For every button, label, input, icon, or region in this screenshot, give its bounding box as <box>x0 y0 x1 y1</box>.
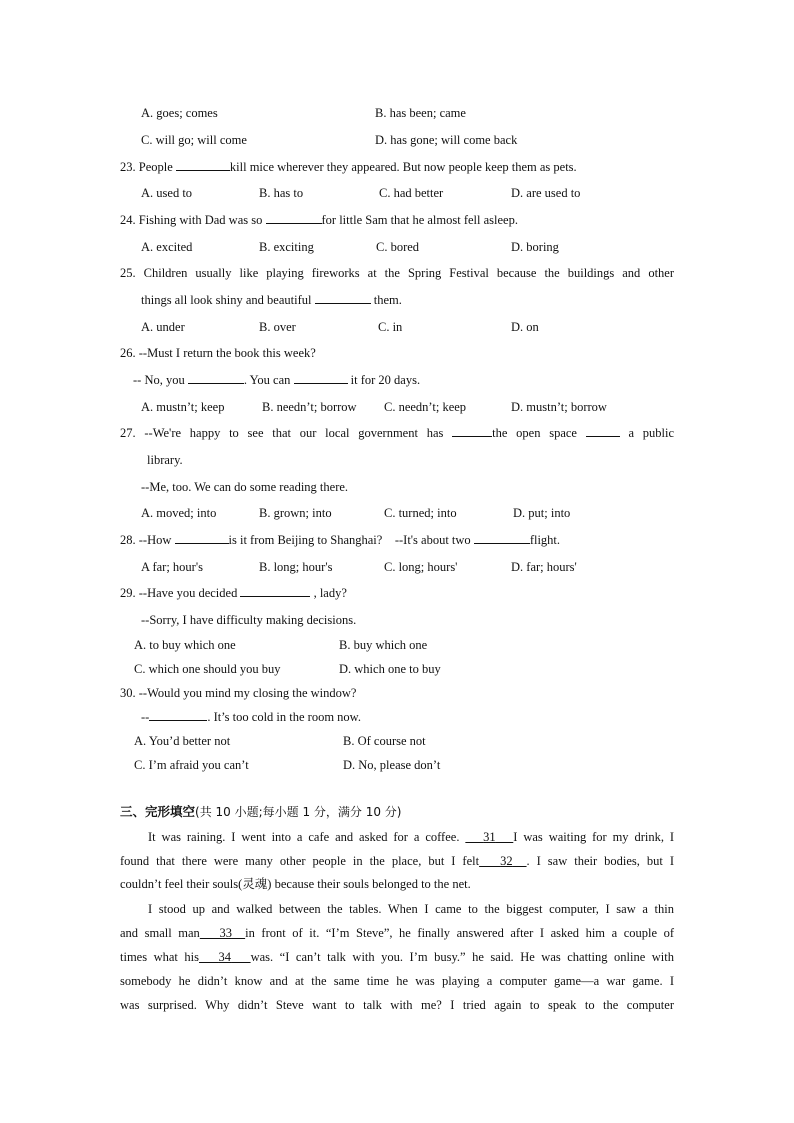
q26-post: it for 20 days. <box>350 373 421 387</box>
blank-31 <box>465 830 513 844</box>
q22-option-c: C. will go; will come <box>141 133 247 147</box>
q25-stem-line1: 25. Children usually like playing fireworks at the Spring Festival because the buildings and other <box>120 266 674 280</box>
blank-34-number: 34 <box>218 950 232 964</box>
q28-option-b: B. long; hour's <box>259 560 333 574</box>
q28-mid2: --It's about two <box>394 533 471 547</box>
passage-p2-line4: somebody he didn’t know and at the same time he was playing a computer game—a war game. I <box>120 974 674 988</box>
q27-post: a public <box>628 426 675 440</box>
q28-blank-2 <box>474 532 530 544</box>
q27-blank-2 <box>586 425 620 437</box>
passage-text: I was waiting for my drink, I <box>513 830 675 844</box>
q23-number: 23. <box>120 160 136 174</box>
q27-option-b: B. grown; into <box>259 506 332 520</box>
passage-text: times what his <box>120 950 199 964</box>
q26-stem-line2 <box>133 372 420 388</box>
q26-option-c: C. needn’t; keep <box>384 400 467 414</box>
q28-stem <box>120 532 560 548</box>
passage-p2-line2 <box>120 925 674 941</box>
q23-option-d: D. are used to <box>511 186 581 200</box>
q28-option-c: C. long; hours' <box>384 560 458 574</box>
q24-post: for little Sam that he almost fell asleep. <box>321 213 518 227</box>
q27-stem-line3: --Me, too. We can do some reading there. <box>141 480 349 494</box>
q26-pre: -- No, you <box>133 373 185 387</box>
blank-31-number: 31 <box>483 830 496 844</box>
q30-pre: -- <box>141 710 150 724</box>
q24-option-c: C. bored <box>376 240 420 254</box>
passage-text: in front of it. “I’m Steve”, he finally answered after I asked him a couple of <box>245 926 675 940</box>
q29-option-c: C. which one should you buy <box>134 662 281 676</box>
q29-post: , lady? <box>313 586 347 600</box>
q25-option-d: D. on <box>511 320 539 334</box>
q24-stem <box>120 212 518 228</box>
q26-blank-2 <box>294 372 348 384</box>
q26-blank-1 <box>188 372 244 384</box>
q24-pre: Fishing with Dad was so <box>138 213 263 227</box>
q23-option-c: C. had better <box>379 186 444 200</box>
passage-p2-line1: I stood up and walked between the tables. When I came to the biggest computer, I saw a thin <box>148 902 674 916</box>
q29-stem-line1 <box>120 585 347 601</box>
q27-stem-line2: library. <box>147 453 183 467</box>
q23-stem <box>120 159 577 175</box>
q30-post: . It’s too cold in the room now. <box>207 710 362 724</box>
passage-p1-line1 <box>148 829 674 845</box>
q24-option-a: A. excited <box>141 240 193 254</box>
q25-blank <box>315 292 371 304</box>
q27-blank-1 <box>452 425 492 437</box>
passage-p2-line5: was surprised. Why didn’t Steve want to talk with me? I tried again to speak to the computer <box>120 998 674 1012</box>
q27-number: 27. <box>120 426 136 440</box>
q30-option-c: C. I’m afraid you can’t <box>134 758 249 772</box>
q24-option-b: B. exciting <box>259 240 314 254</box>
passage-p1-line2 <box>120 853 674 869</box>
q26-option-a: A. mustn’t; keep <box>141 400 225 414</box>
q25-option-b: B. over <box>259 320 296 334</box>
section-title: 三、完形填空 <box>120 804 196 819</box>
q27-stem-line1 <box>120 425 674 441</box>
q24-option-d: D. boring <box>511 240 559 254</box>
q28-pre: 28. --How <box>120 533 172 547</box>
passage-p1-line3: couldn’t feel their souls(灵魂) because their souls belonged to the net. <box>120 877 471 891</box>
blank-32-number: 32 <box>500 854 513 868</box>
q22-option-d: D. has gone; will come back <box>375 133 518 147</box>
q29-pre: 29. --Have you decided <box>120 586 238 600</box>
q23-option-a: A. used to <box>141 186 193 200</box>
q26-option-b: B. needn’t; borrow <box>262 400 357 414</box>
q28-option-d: D. far; hours' <box>511 560 577 574</box>
q26-stem-line1: 26. --Must I return the book this week? <box>120 346 316 360</box>
q26-mid: . You can <box>243 373 291 387</box>
blank-32 <box>479 854 526 868</box>
q25-option-c: C. in <box>378 320 403 334</box>
passage-text: It was raining. I went into a cafe and asked for a coffee. <box>148 830 460 844</box>
q28-option-a: A far; hour's <box>141 560 203 574</box>
q29-option-d: D. which one to buy <box>339 662 441 676</box>
q29-blank <box>240 585 310 597</box>
q30-option-d: D. No, please don’t <box>343 758 441 772</box>
q27-pre: --We're happy to see that our local government has <box>144 426 444 440</box>
q23-blank <box>176 159 230 171</box>
q25-pre: things all look shiny and beautiful <box>141 293 312 307</box>
q30-stem-line2 <box>141 709 361 725</box>
q30-option-b: B. Of course not <box>343 734 426 748</box>
q25-stem-line2 <box>141 292 402 308</box>
q25-option-a: A. under <box>141 320 185 334</box>
passage-text: was. “I can’t talk with you. I’m busy.” he said. He was chatting online with <box>250 950 675 964</box>
section-heading <box>120 804 401 820</box>
q27-option-c: C. turned; into <box>384 506 457 520</box>
q24-blank <box>266 212 322 224</box>
passage-text: found that there were many other people in the place, but I felt <box>120 854 480 868</box>
q29-option-a: A. to buy which one <box>134 638 236 652</box>
q28-blank-1 <box>175 532 229 544</box>
section-note: (共 10 小题;每小题 1 分，满分 10 分) <box>195 805 402 819</box>
q22-option-b: B. has been; came <box>375 106 466 120</box>
q30-stem-line1: 30. --Would you mind my closing the window? <box>120 686 357 700</box>
q24-number: 24. <box>120 213 136 227</box>
q25-post: them. <box>373 293 402 307</box>
q23-option-b: B. has to <box>259 186 304 200</box>
blank-33 <box>200 926 245 940</box>
blank-34 <box>199 950 251 964</box>
q23-pre: People <box>138 160 173 174</box>
q28-mid: is it from Beijing to Shanghai? <box>228 533 383 547</box>
q27-option-d: D. put; into <box>513 506 571 520</box>
q22-option-a: A. goes; comes <box>141 106 218 120</box>
q26-option-d: D. mustn’t; borrow <box>511 400 607 414</box>
passage-p2-line3 <box>120 949 674 965</box>
q27-mid: the open space <box>492 426 577 440</box>
passage-text: and small man <box>120 926 200 940</box>
q30-option-a: A. You’d better not <box>134 734 231 748</box>
q29-option-b: B. buy which one <box>339 638 428 652</box>
passage-text: . I saw their bodies, but I <box>526 854 675 868</box>
q29-stem-line2: --Sorry, I have difficulty making decisions. <box>141 613 357 627</box>
q30-blank <box>149 709 207 721</box>
blank-33-number: 33 <box>219 926 232 940</box>
q27-option-a: A. moved; into <box>141 506 217 520</box>
q28-post: flight. <box>529 533 561 547</box>
q23-post: kill mice wherever they appeared. But now people keep them as pets. <box>229 160 577 174</box>
